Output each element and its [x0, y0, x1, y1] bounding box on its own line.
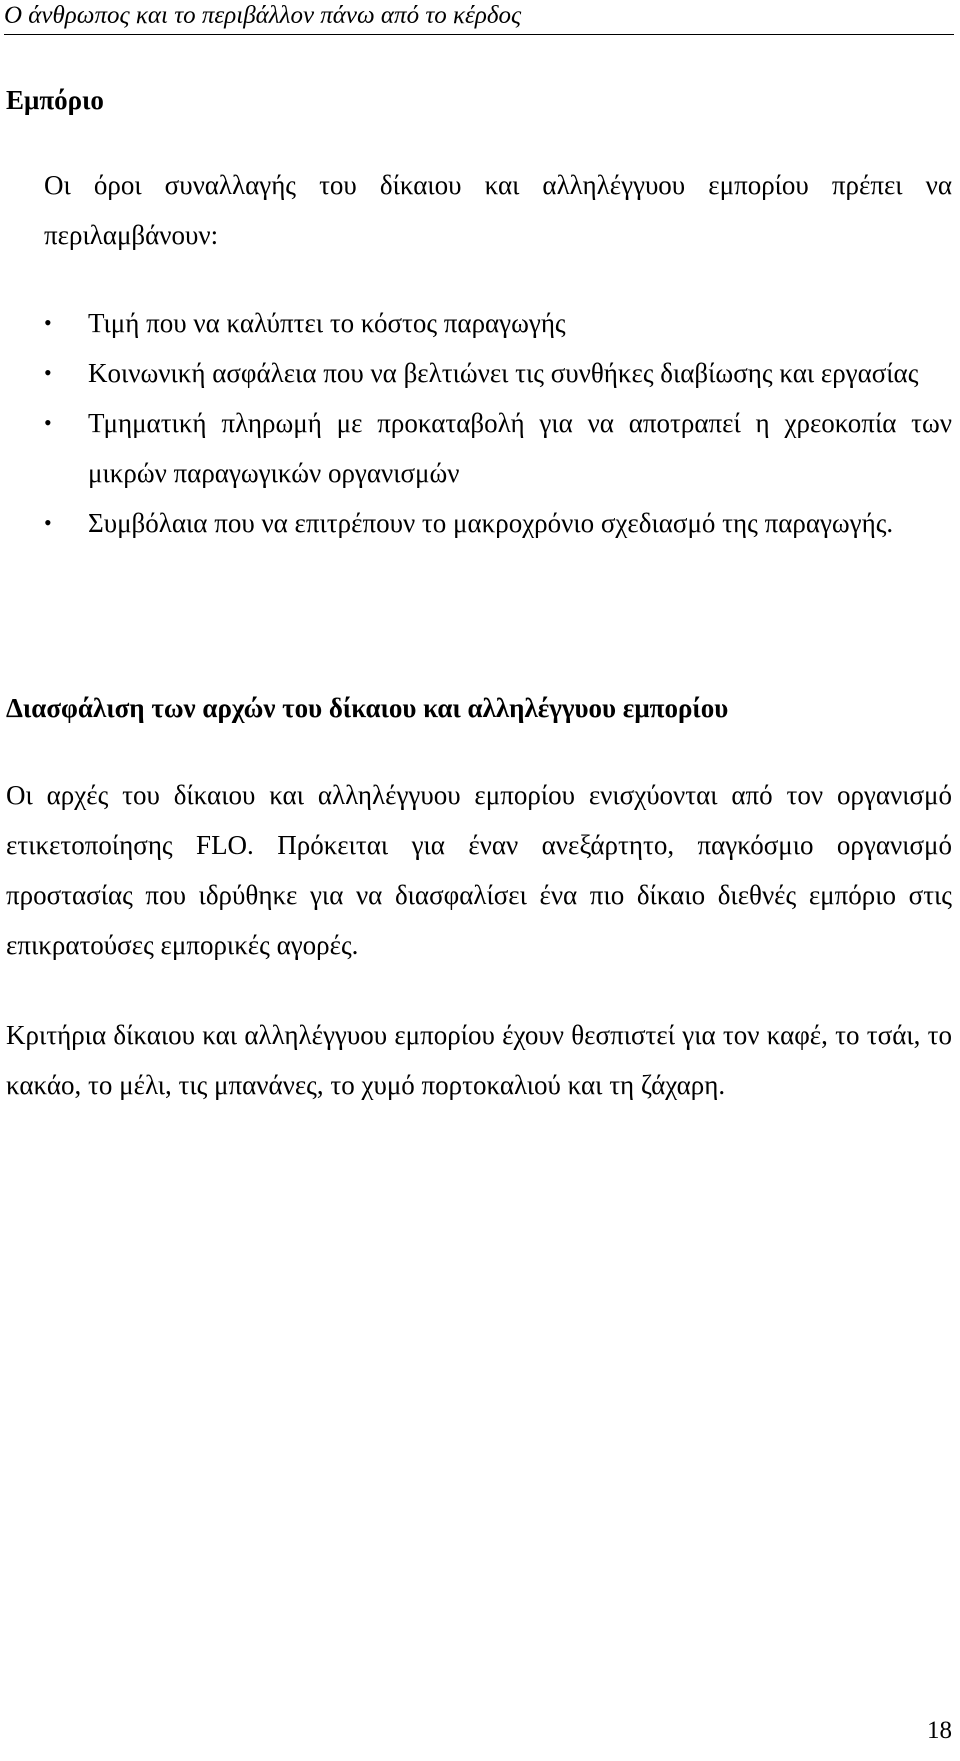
- bullet-icon: •: [44, 360, 52, 385]
- running-header: Ο άνθρωπος και το περιβάλλον πάνω από το κέρδος: [4, 0, 954, 35]
- section-title: Εμπόριο: [6, 85, 104, 115]
- list-item: [0, 348, 952, 398]
- bullet-icon: •: [44, 410, 52, 435]
- list-item: [0, 298, 952, 348]
- body-paragraph-criteria: Κριτήρια δίκαιου και αλληλέγγυου εμπορίου έχουν θεσπιστεί για τον καφέ, το τσάι, το κακάο, το μέλι, τις μπανάνες, το χυμό πορτοκαλιού και τη ζάχαρη.: [6, 1020, 952, 1100]
- body-paragraph-flo: Οι αρχές του δίκαιου και αλληλέγγυου εμπορίου ενισχύονται από τον οργανισμό ετικετοποίησης FLO. Πρόκειται για έναν ανεξάρτητο, παγκόσμιο οργανισμό προστασίας που ιδρύθηκε για να διασφαλίσει ένα πιο δίκαιο διεθνές εμπόριο στις επικρατούσες εμπορικές αγορές.: [6, 780, 952, 960]
- bullet-icon: •: [44, 510, 52, 535]
- list-item-text: Κοινωνική ασφάλεια που να βελτιώνει τις συνθήκες διαβίωσης και εργασίας: [88, 358, 919, 388]
- bullet-icon: •: [44, 310, 52, 335]
- list-item-text: Τμηματική πληρωμή με προκαταβολή για να αποτραπεί η χρεοκοπία των μικρών παραγωγικών οργανισμών: [88, 408, 952, 488]
- list-item-text: Τιμή που να καλύπτει το κόστος παραγωγής: [88, 308, 566, 338]
- list-item-text: Συμβόλαια που να επιτρέπουν το μακροχρόνιο σχεδιασμό της παραγωγής.: [88, 508, 894, 538]
- intro-paragraph: Οι όροι συναλλαγής του δίκαιου και αλληλέγγυου εμπορίου πρέπει να περιλαμβάνουν:: [44, 170, 952, 250]
- conditions-list: [0, 298, 960, 548]
- list-item: [0, 398, 952, 498]
- list-item: [0, 498, 952, 548]
- page-number: 18: [927, 1717, 952, 1744]
- subsection-title: Διασφάλιση των αρχών του δίκαιου και αλληλέγγυου εμπορίου: [6, 693, 729, 723]
